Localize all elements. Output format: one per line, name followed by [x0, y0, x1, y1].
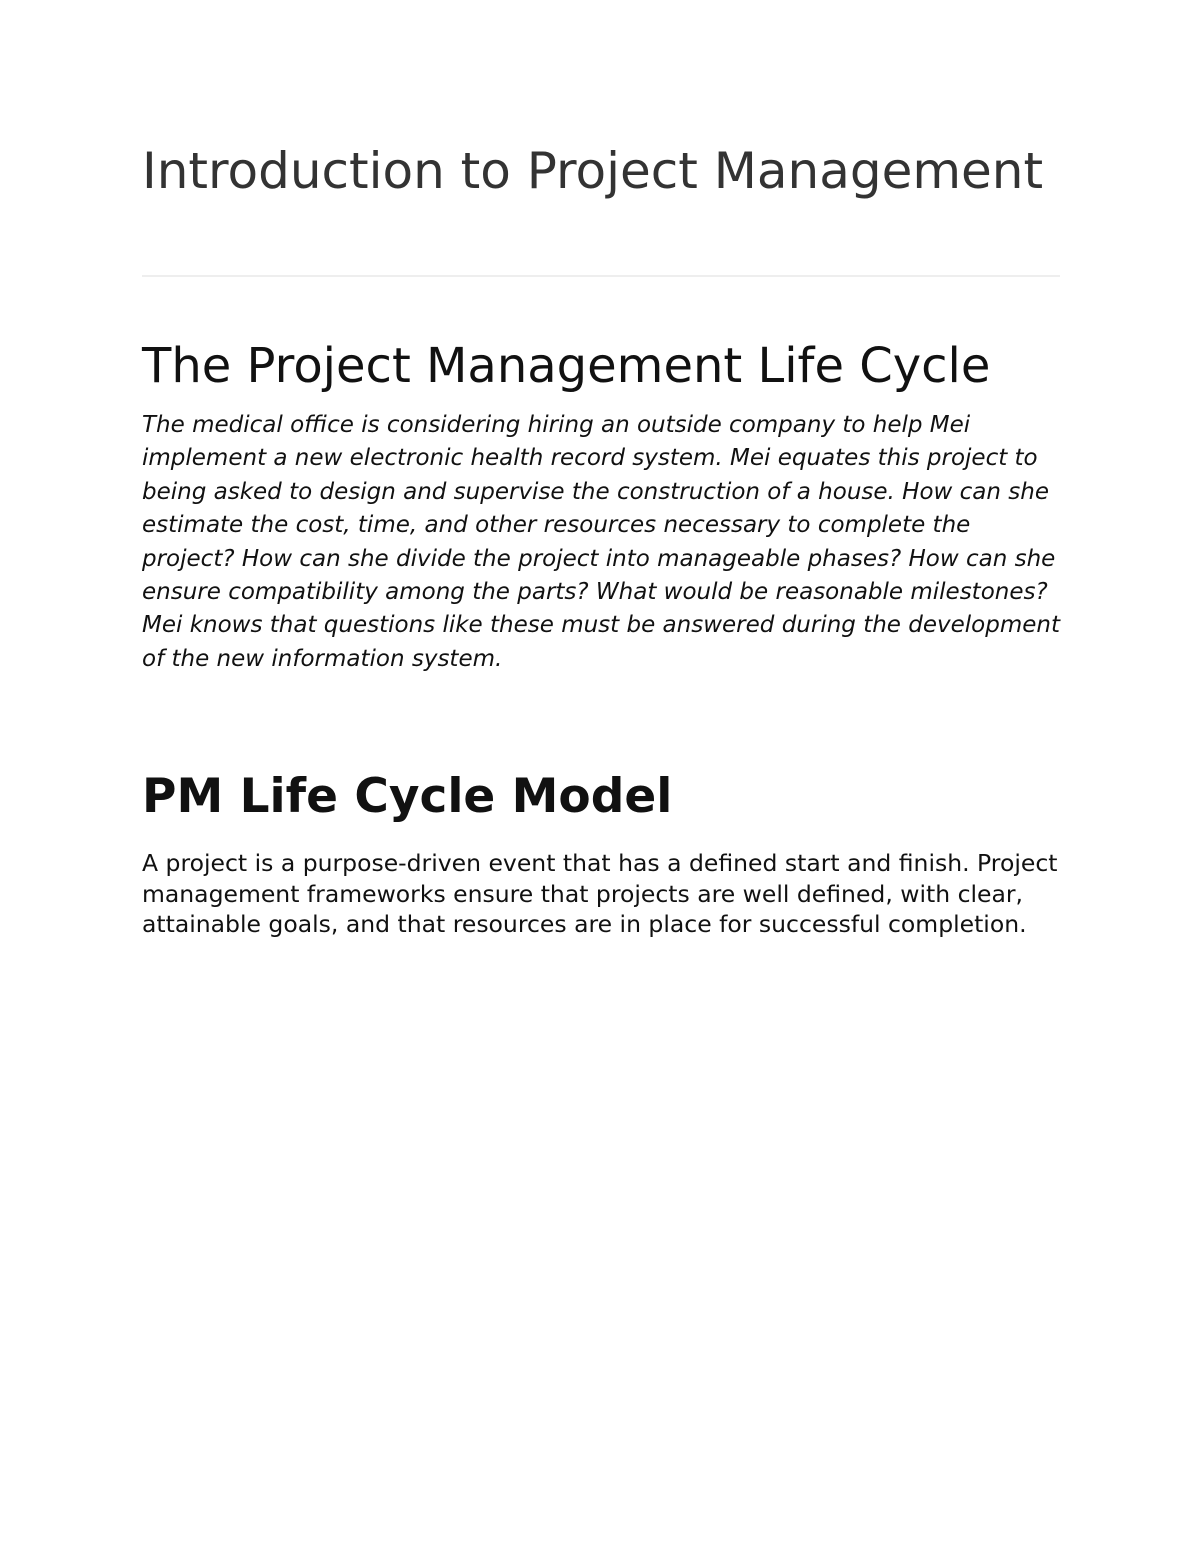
section-heading-life-cycle: The Project Management Life Cycle: [142, 338, 991, 394]
definition-paragraph: A project is a purpose-driven event that has a defined start and finish. Project management frameworks ensure that projects are well defined, with clear, attainable goals, and that resources are in place for successful completion.: [142, 849, 1058, 938]
section-heading-pm-model: PM Life Cycle Model: [142, 769, 673, 824]
document-title: Introduction to Project Management: [142, 142, 1044, 200]
scenario-paragraph: The medical office is considering hiring an outside company to help Mei implement a new electronic health record system. Mei equates this project to being asked to design and supervise the construction of a house. How can she estimate the cost, time, and other resources necessary to complete the project? How can she divide the project into manageable phases? How can she ensure compatibility among the parts? What would be reasonable milestones? Mei knows that questions like these must be answered during the development of the new information system.: [142, 412, 1060, 672]
title-divider: [142, 275, 1060, 277]
